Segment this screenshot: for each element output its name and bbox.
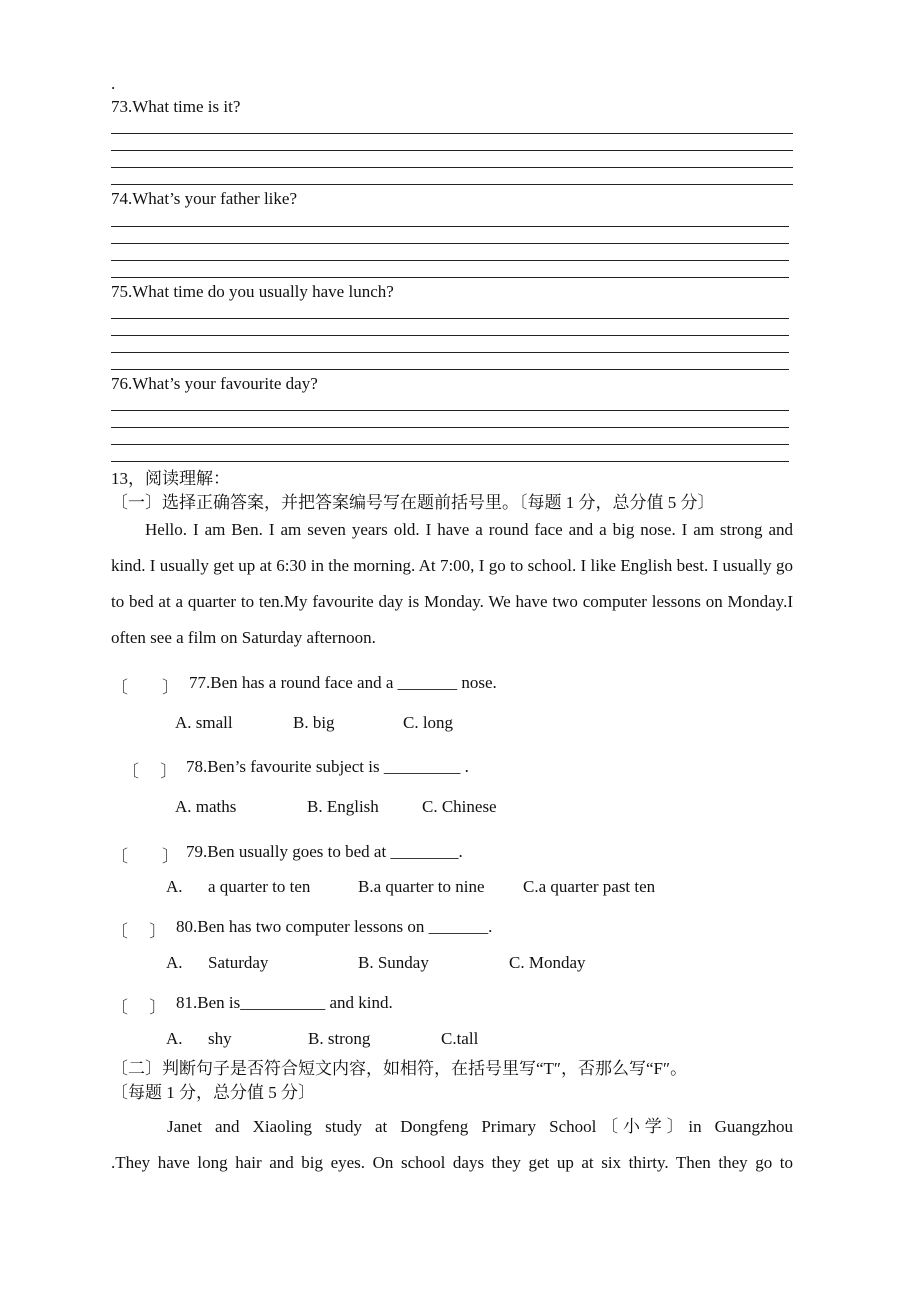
answer-line[interactable] xyxy=(111,461,789,462)
option-b[interactable]: B. Sunday xyxy=(358,953,429,972)
question-74: 74.What’s your father like? xyxy=(111,189,297,208)
answer-line[interactable] xyxy=(111,410,789,411)
answer-line[interactable] xyxy=(111,150,793,151)
answer-line[interactable] xyxy=(111,335,789,336)
passage-2-line-1: Janet and Xiaoling study at Dongfeng Primary School〔小学〕in Guangzhou xyxy=(167,1117,793,1136)
answer-line[interactable] xyxy=(111,184,793,185)
question-76: 76.What’s your favourite day? xyxy=(111,374,318,393)
answer-line[interactable] xyxy=(111,226,789,227)
question-75: 75.What time do you usually have lunch? xyxy=(111,282,394,301)
question-80: 80.Ben has two computer lessons on _______. xyxy=(176,917,493,936)
answer-bracket[interactable]: 〔 〕 xyxy=(111,678,179,697)
answer-line[interactable] xyxy=(111,427,789,428)
option-c[interactable]: C.tall xyxy=(441,1029,479,1048)
answer-line[interactable] xyxy=(111,318,789,319)
option-a[interactable]: shy xyxy=(208,1029,232,1048)
answer-line[interactable] xyxy=(111,243,789,244)
answer-line[interactable] xyxy=(111,133,793,134)
option-a-label[interactable]: A. xyxy=(166,1029,183,1048)
answer-line[interactable] xyxy=(111,444,789,445)
option-c[interactable]: C. Chinese xyxy=(422,797,497,816)
option-c[interactable]: C.a quarter past ten xyxy=(523,877,656,896)
passage-2-line-2: .They have long hair and big eyes. On school days they get up at six thirty. Then they go to xyxy=(111,1153,793,1172)
part2-instruction: 〔二〕判断句子是否符合短文内容，如相符，在括号里写“T″，否那么写“F″。 xyxy=(111,1059,688,1078)
question-79: 79.Ben usually goes to bed at ________. xyxy=(186,842,463,861)
part1-instruction: 〔一〕选择正确答案，并把答案编号写在题前括号里。〔每题 1 分，总分值 5 分〕 xyxy=(111,493,715,512)
question-77: 77.Ben has a round face and a _______ nose. xyxy=(189,673,497,692)
option-a[interactable]: a quarter to ten xyxy=(208,877,311,896)
option-a-label[interactable]: A. xyxy=(166,877,183,896)
answer-bracket[interactable]: 〔 〕 xyxy=(111,922,167,941)
option-b[interactable]: B. English xyxy=(307,797,379,816)
option-b[interactable]: B. strong xyxy=(308,1029,371,1048)
option-b[interactable]: B. big xyxy=(293,713,335,732)
reading-passage-1 xyxy=(111,512,793,656)
option-a-label[interactable]: A. xyxy=(166,953,183,972)
answer-line[interactable] xyxy=(111,260,789,261)
question-81: 81.Ben is__________ and kind. xyxy=(176,993,393,1012)
option-c[interactable]: C. Monday xyxy=(509,953,586,972)
option-a[interactable]: A. small xyxy=(175,713,233,732)
question-78: 78.Ben’s favourite subject is _________ . xyxy=(186,757,469,776)
answer-line[interactable] xyxy=(111,369,789,370)
option-c[interactable]: C. long xyxy=(403,713,454,732)
option-a[interactable]: Saturday xyxy=(208,953,269,972)
answer-bracket[interactable]: 〔 〕 xyxy=(111,847,179,866)
answer-line[interactable] xyxy=(111,167,793,168)
reading-passage-2 xyxy=(111,1109,793,1181)
option-b[interactable]: B.a quarter to nine xyxy=(358,877,485,896)
stray-dot: . xyxy=(111,74,116,93)
answer-line[interactable] xyxy=(111,352,789,353)
option-a[interactable]: A. maths xyxy=(175,797,237,816)
answer-bracket[interactable]: 〔 〕 xyxy=(122,762,178,781)
question-73: 73.What time is it? xyxy=(111,97,241,116)
answer-bracket[interactable]: 〔 〕 xyxy=(111,998,167,1017)
answer-line[interactable] xyxy=(111,277,789,278)
section-heading: 13，阅读理解： xyxy=(111,469,230,488)
part2-score: 〔每题 1 分，总分值 5 分〕 xyxy=(111,1083,315,1102)
passage-1-text: Hello. I am Ben. I am seven years old. I have a round face and a big nose. I am strong and kind. I usually get up at 6:30 in the morning. At 7:00, I go to school. I like English best. I usually go to bed at a quarter to ten.My favourite day is Monday. We have two computer lessons on Monday.I often see a film on Saturday afternoon. xyxy=(111,520,793,647)
